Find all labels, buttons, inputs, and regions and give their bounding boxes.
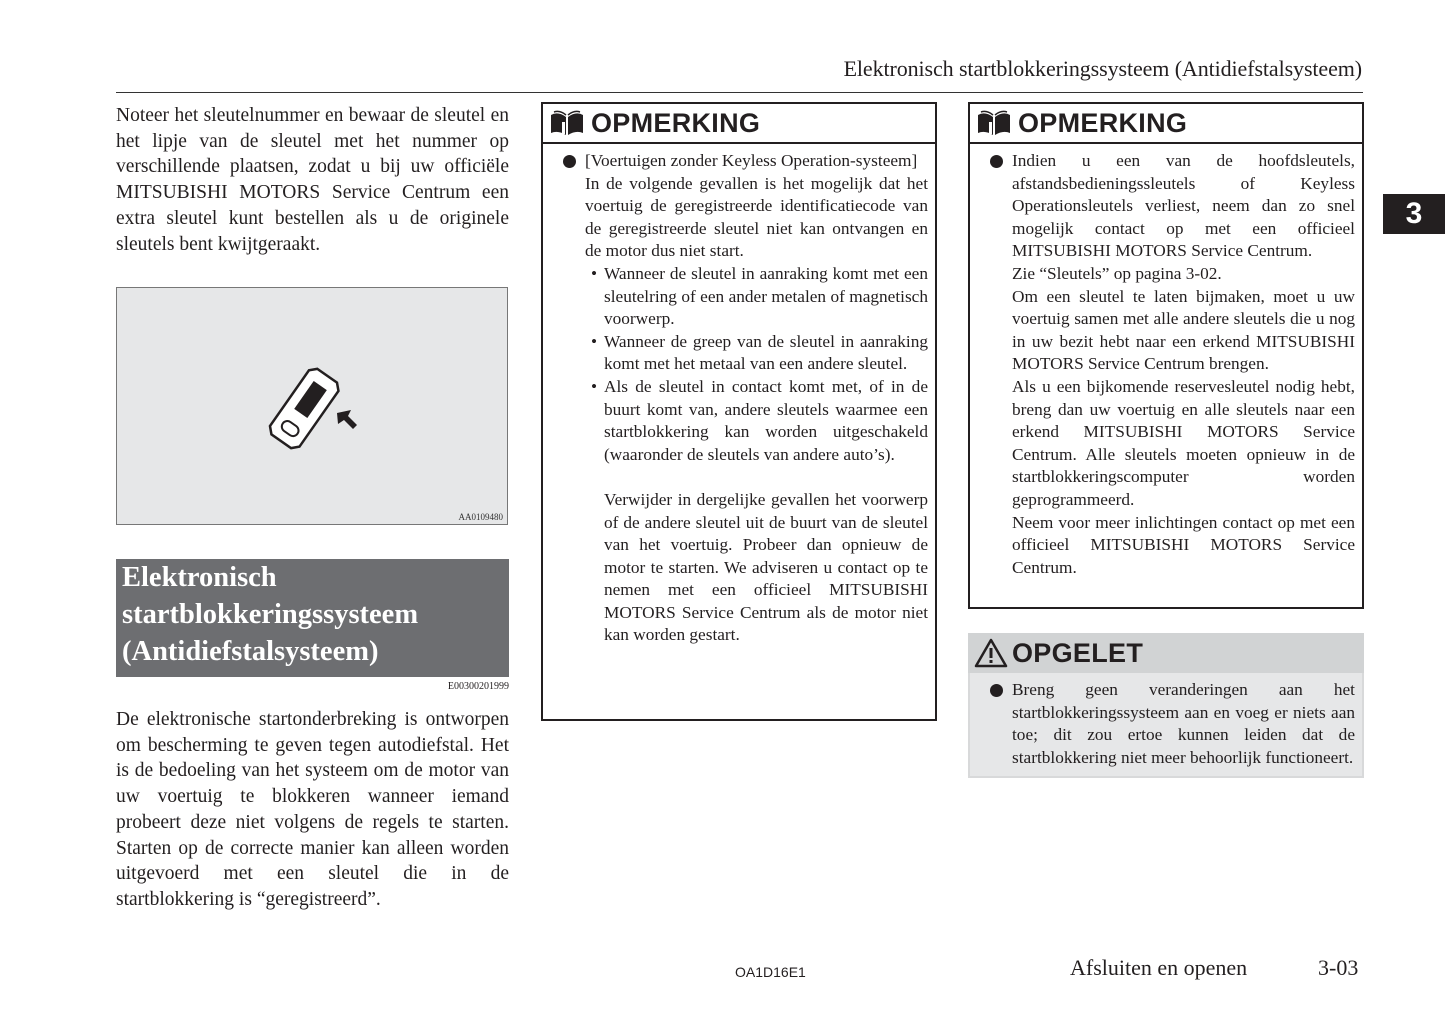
bullet-icon: • bbox=[591, 376, 598, 396]
bullet-dot-icon bbox=[990, 155, 1003, 168]
note-box-title: OPMERKING bbox=[591, 107, 761, 138]
note-paragraph: Zie “Sleutels” op pagina 3-02. bbox=[1012, 263, 1222, 283]
footer-section-name: Afsluiten en openen bbox=[1070, 955, 1248, 980]
note-bullet-heading: [Voertuigen zonder Keyless Operation-systeem] bbox=[585, 151, 918, 170]
footer-page-number: 3-03 bbox=[1318, 955, 1359, 980]
note-item bbox=[978, 150, 1355, 579]
spacer bbox=[585, 466, 928, 489]
note-closing: Verwijder in dergelijke gevallen het voorwerp of de andere sleutel uit de buurt van de sleutel van het voertuig. Probeer dan opnieuw de motor te starten. We adviseren u contact op te nemen met een officieel MITSUBISHI MOTORS Service Centrum als de motor niet kan worden gestart. bbox=[604, 489, 928, 645]
sub-list-item: • Als de sleutel in contact komt met, of in de buurt komt van, andere sleutels waarmee een startblokkering kan worden uitgeschakeld (waaronder de sleutels van andere auto’s). bbox=[591, 376, 928, 464]
header-rule bbox=[116, 92, 1363, 93]
bullet-icon: • bbox=[591, 263, 598, 283]
warning-triangle-icon bbox=[974, 638, 1008, 668]
bullet-dot-icon bbox=[990, 684, 1003, 697]
sub-list bbox=[585, 263, 928, 466]
section-heading bbox=[116, 559, 509, 677]
note-paragraph: Als u een bijkomende reservesleutel nodig hebt, breng dan uw voertuig en alle sleutels naar een erkend MITSUBISHI MOTORS Service Centrum. Alle sleutels moeten opnieuw in de startblokkeringscomputer worden geprogrammeerd. bbox=[1012, 376, 1355, 509]
caution-box-title: OPGELET bbox=[1012, 637, 1144, 668]
section-heading-line: Elektronisch bbox=[122, 562, 277, 593]
note-paragraph: Indien u een van de hoofdsleutels, afstandsbedieningssleutels of Keyless Operationsleutels verliest, neem dan zo snel mogelijk contact op met een officieel MITSUBISHI MOTORS Service Centrum. bbox=[1012, 151, 1355, 261]
body-paragraph: De elektronische startonderbreking is ontworpen om bescherming te geven tegen autodiefstal. Het is de bedoeling van het systeem om de motor van uw voertuig te blokkeren wanneer iemand probeert deze niet volgens de regels te starten. Starten op de correcte manier kan alleen worden uitgevoerd met een sleutel die in de startblokkering is “geregistreerd”. bbox=[116, 709, 509, 910]
note-paragraph: Om een sleutel te laten bijmaken, moet u uw voertuig samen met alle andere sleutels die u nog in uw bezit hebt naar een erkend MITSUBISHI MOTORS Service Centrum brengen. bbox=[1012, 286, 1355, 374]
bullet-icon: • bbox=[591, 331, 598, 351]
caution-box-header bbox=[968, 633, 1364, 673]
caution-box-body bbox=[970, 673, 1362, 775]
note-paragraph: Neem voor meer inlichtingen contact op met een officieel MITSUBISHI MOTORS Service Centrum. bbox=[1012, 512, 1355, 577]
sub-list-item: • Wanneer de greep van de sleutel in aanraking komt met het metaal van een andere sleutel. bbox=[591, 331, 928, 374]
note-box-vehicles-without-keyless bbox=[541, 102, 937, 721]
section-code: E00300201999 bbox=[447, 681, 509, 692]
note-box-body bbox=[543, 144, 935, 653]
arrow-icon bbox=[337, 410, 357, 429]
open-book-icon bbox=[549, 110, 585, 136]
section-heading-line: (Antidiefstalsysteem) bbox=[122, 636, 379, 667]
chapter-tab: 3 bbox=[1383, 194, 1445, 234]
bullet-dot-icon bbox=[563, 155, 576, 168]
figure-code: AA0109480 bbox=[458, 512, 503, 522]
note-intro: In de volgende gevallen is het mogelijk dat het voertuig de geregistreerde identificatiecode van de geregistreerde sleutel niet kan ontvangen en de motor dus niet start. bbox=[585, 173, 928, 261]
caution-box bbox=[968, 633, 1364, 778]
section-heading-line: startblokkeringssysteem bbox=[122, 599, 419, 630]
intro-paragraph: Noteer het sleutelnummer en bewaar de sleutel en het lipje van de sleutel met het nummer op verschillende plaatsen, zodat u bij uw officiële MITSUBISHI MOTORS Service Centrum een extra sleutel kunt bestellen als u de originele sleutels bent kwijtgeraakt. bbox=[116, 105, 509, 255]
note-item bbox=[551, 150, 928, 647]
key-figure bbox=[116, 287, 508, 525]
note-box-lost-keys bbox=[968, 102, 1364, 609]
running-header-title: Elektronisch startblokkeringssysteem (Antidiefstalsysteem) bbox=[843, 56, 1362, 81]
note-box-title: OPMERKING bbox=[1018, 107, 1188, 138]
caution-text: Breng geen veranderingen aan het startblokkeringssysteem aan en voeg er niets aan toe; dit zou ertoe kunnen leiden dat de startblokkering niet meer behoorlijk functioneert. bbox=[1012, 680, 1355, 767]
note-box-header bbox=[543, 104, 935, 144]
footer-doc-code: OA1D16E1 bbox=[735, 964, 806, 980]
key-tag-icon bbox=[267, 358, 367, 458]
open-book-icon bbox=[976, 110, 1012, 136]
note-box-header bbox=[970, 104, 1362, 144]
sub-list-item: • Wanneer de sleutel in aanraking komt met een sleutelring of een ander metalen of magnetisch voorwerp. bbox=[591, 263, 928, 329]
caution-item bbox=[978, 679, 1355, 769]
note-box-body bbox=[970, 144, 1362, 585]
